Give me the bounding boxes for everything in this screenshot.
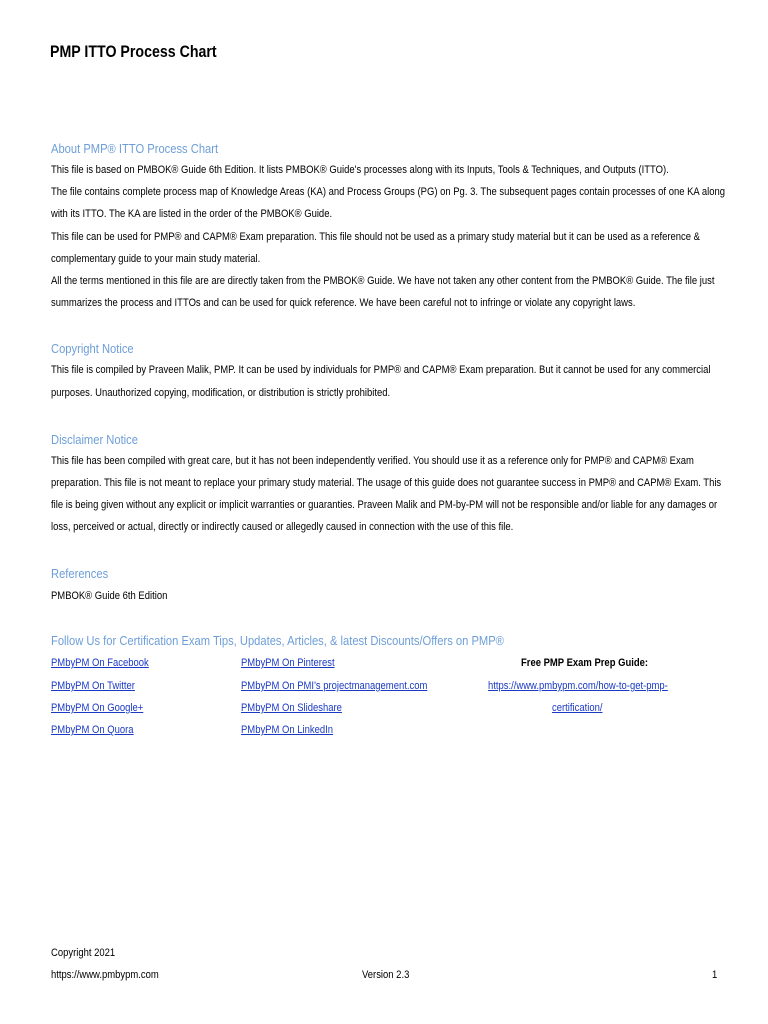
disclaimer-line: loss, perceived or actual, directly or indirectly caused or allegedly caused in connection with the use of this file. bbox=[51, 521, 514, 533]
prep-guide-link-continued[interactable]: certification/ bbox=[552, 702, 603, 714]
references-heading: References bbox=[51, 566, 109, 581]
copyright-line: purposes. Unauthorized copying, modification, or distribution is strictly prohibited. bbox=[51, 387, 391, 399]
about-line: This file is based on PMBOK® Guide 6th Edition. It lists PMBOK® Guide's processes along with its Inputs, Tools & Techniques, and Outputs (ITTO). bbox=[51, 164, 669, 176]
pinterest-link[interactable]: PMbyPM On Pinterest bbox=[241, 657, 335, 669]
about-line: All the terms mentioned in this file are are directly taken from the PMBOK® Guide. We have not taken any other content from the PMBOK® Guide. The file just bbox=[51, 275, 715, 287]
copyright-line: This file is compiled by Praveen Malik, PMP. It can be used by individuals for PMP® and CAPM® Exam preparation. But it cannot be used for any commercial bbox=[51, 364, 711, 376]
copyright-heading: Copyright Notice bbox=[51, 341, 134, 356]
disclaimer-heading: Disclaimer Notice bbox=[51, 432, 138, 447]
footer-page-number: 1 bbox=[712, 969, 718, 981]
about-line: with its ITTO. The KA are listed in the order of the PMBOK® Guide. bbox=[51, 208, 333, 220]
projectmanagement-link[interactable]: PMbyPM On PMI's projectmanagement.com bbox=[241, 680, 428, 692]
follow-heading: Follow Us for Certification Exam Tips, Updates, Articles, & latest Discounts/Offers on PMP® bbox=[51, 633, 504, 648]
twitter-link[interactable]: PMbyPM On Twitter bbox=[51, 680, 135, 692]
page-title: PMP ITTO Process Chart bbox=[50, 43, 217, 61]
footer-url: https://www.pmbypm.com bbox=[51, 969, 159, 981]
footer-version: Version 2.3 bbox=[362, 969, 410, 981]
linkedin-link[interactable]: PMbyPM On LinkedIn bbox=[241, 724, 334, 736]
about-line: summarizes the process and ITTOs and can be used for quick reference. We have been careful not to infringe or violate any copyright laws. bbox=[51, 297, 636, 309]
footer-copyright: Copyright 2021 bbox=[51, 947, 116, 959]
prep-guide-label: Free PMP Exam Prep Guide: bbox=[521, 657, 649, 669]
about-heading: About PMP® ITTO Process Chart bbox=[51, 141, 219, 156]
about-line: The file contains complete process map of Knowledge Areas (KA) and Process Groups (PG) on Pg. 3. The subsequent pages contain processes of one KA along bbox=[51, 186, 725, 198]
google-plus-link[interactable]: PMbyPM On Google+ bbox=[51, 702, 144, 714]
about-line: complementary guide to your main study material. bbox=[51, 253, 261, 265]
disclaimer-line: file is being given without any explicit or implicit warranties or guaranties. Praveen Malik and PM-by-PM will not be responsible and/or liable for any damages or bbox=[51, 499, 718, 511]
references-line: PMBOK® Guide 6th Edition bbox=[51, 590, 168, 602]
disclaimer-line: This file has been compiled with great care, but it has not been independently verified. You should use it as a reference only for PMP® and CAPM® Exam bbox=[51, 455, 694, 467]
facebook-link[interactable]: PMbyPM On Facebook bbox=[51, 657, 149, 669]
quora-link[interactable]: PMbyPM On Quora bbox=[51, 724, 134, 736]
slideshare-link[interactable]: PMbyPM On Slideshare bbox=[241, 702, 342, 714]
disclaimer-line: preparation. This file is not meant to replace your primary study material. The usage of this guide does not guarantee success in PMP® and CAPM® Exam. This bbox=[51, 477, 722, 489]
about-line: This file can be used for PMP® and CAPM® Exam preparation. This file should not be used as a primary study material but it can be used as a reference & bbox=[51, 231, 700, 243]
prep-guide-link[interactable]: https://www.pmbypm.com/how-to-get-pmp- bbox=[488, 680, 668, 692]
